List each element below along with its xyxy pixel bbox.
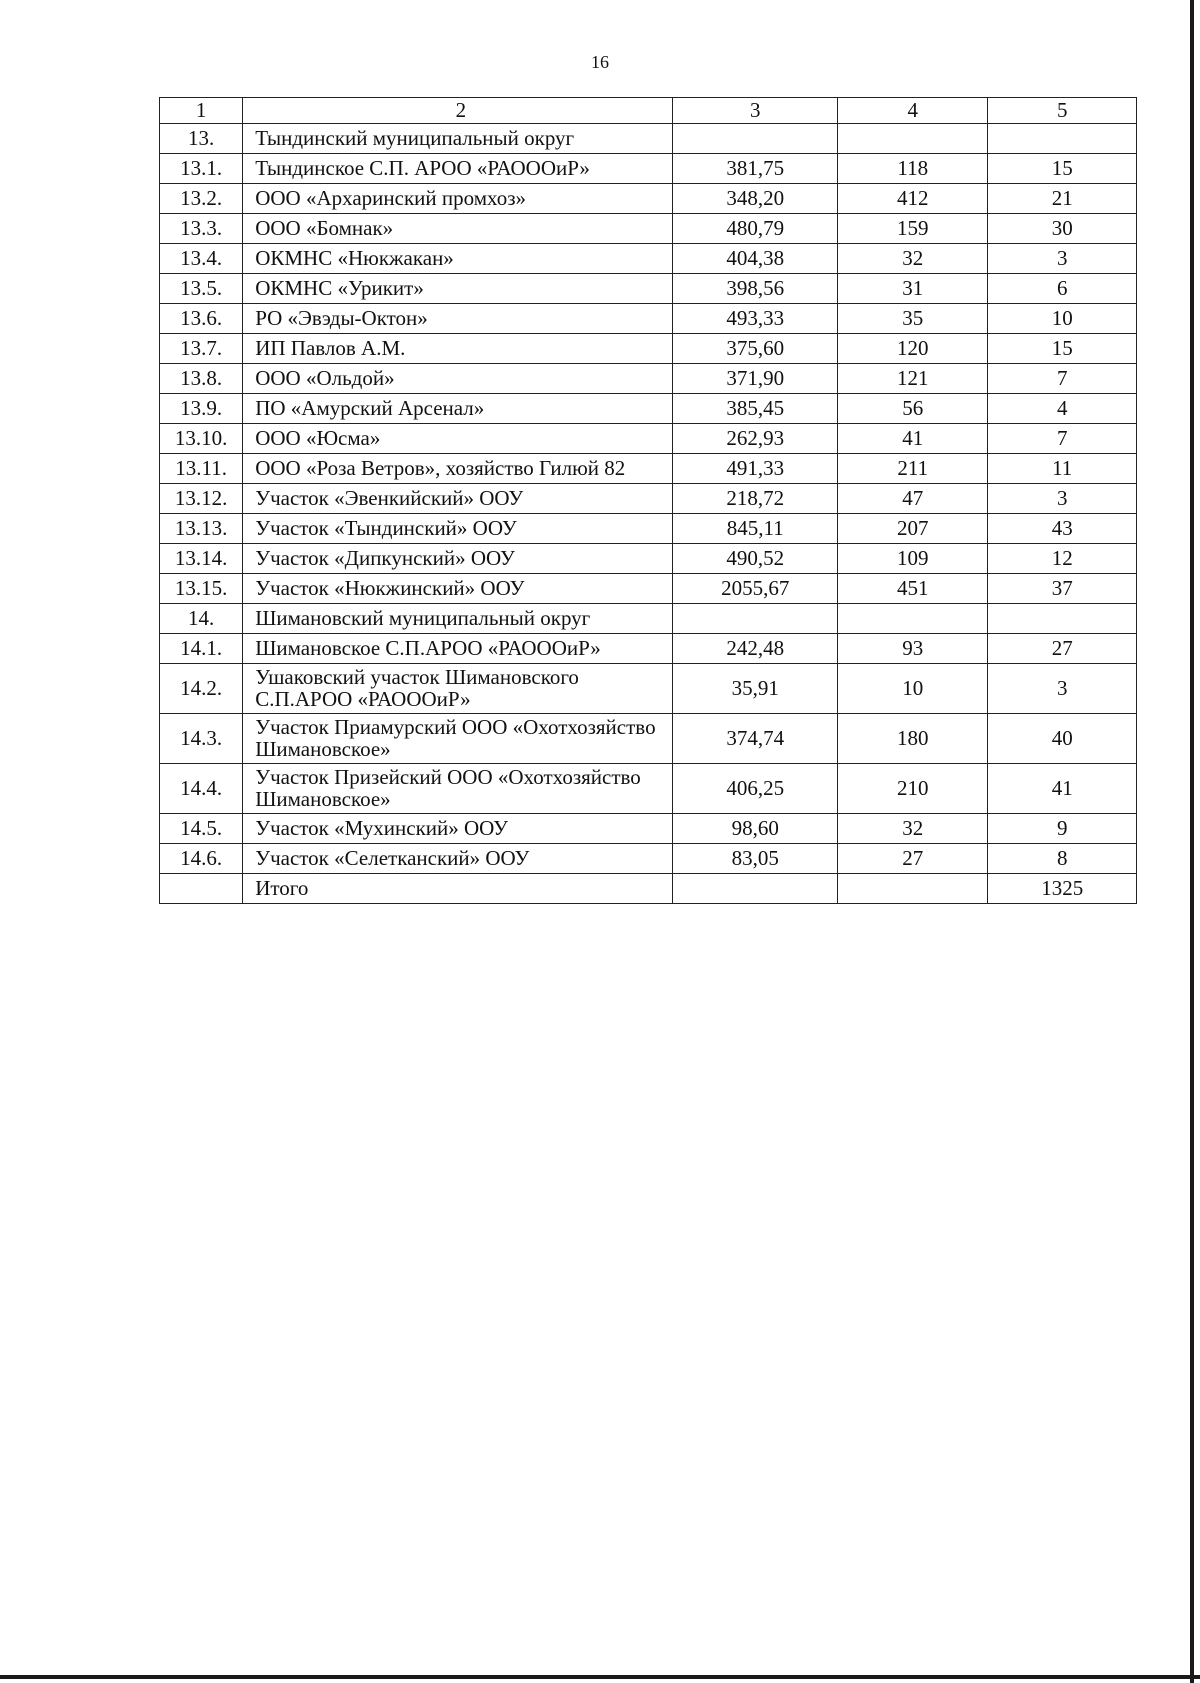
row-name-cell: ООО «Ольдой» — [243, 363, 673, 393]
row-name-cell: Участок «Нюкжинский» ООУ — [243, 573, 673, 603]
table-row — [160, 573, 1137, 603]
col4-value-cell: 32 — [838, 243, 988, 273]
scan-border-right — [1190, 0, 1194, 1683]
row-name-cell: Участок «Тындинский» ООУ — [243, 513, 673, 543]
col4-value-cell: 31 — [838, 273, 988, 303]
col5-value-cell: 3 — [988, 243, 1137, 273]
col5-value-cell: 7 — [988, 423, 1137, 453]
table-row — [160, 423, 1137, 453]
table-row — [160, 813, 1137, 843]
table-row — [160, 603, 1137, 633]
row-name-cell: Итого — [243, 873, 673, 903]
table-row — [160, 183, 1137, 213]
col3-value-cell: 490,52 — [673, 543, 838, 573]
table-row — [160, 843, 1137, 873]
col5-value-cell: 4 — [988, 393, 1137, 423]
row-number-cell: 13.11. — [160, 453, 243, 483]
row-name-cell: Участок «Селетканский» ООУ — [243, 843, 673, 873]
table-row — [160, 243, 1137, 273]
col5-value-cell: 21 — [988, 183, 1137, 213]
col4-value-cell: 56 — [838, 393, 988, 423]
header-cell: 1 — [160, 98, 243, 124]
col3-value-cell: 2055,67 — [673, 573, 838, 603]
row-number-cell: 13.5. — [160, 273, 243, 303]
col5-value-cell: 6 — [988, 273, 1137, 303]
col4-value-cell: 120 — [838, 333, 988, 363]
row-number-cell: 13.1. — [160, 153, 243, 183]
table-body — [160, 123, 1137, 903]
col5-value-cell: 37 — [988, 573, 1137, 603]
table-row — [160, 713, 1137, 763]
row-number-cell: 13.10. — [160, 423, 243, 453]
table-row — [160, 633, 1137, 663]
col3-value-cell: 262,93 — [673, 423, 838, 453]
row-number-cell: 13.4. — [160, 243, 243, 273]
header-cell: 2 — [243, 98, 673, 124]
col3-value-cell: 83,05 — [673, 843, 838, 873]
col3-value-cell: 406,25 — [673, 763, 838, 813]
header-cell: 5 — [988, 98, 1137, 124]
col4-value-cell: 412 — [838, 183, 988, 213]
row-number-cell: 13.9. — [160, 393, 243, 423]
col4-value-cell — [838, 123, 988, 153]
col4-value-cell: 41 — [838, 423, 988, 453]
col5-value-cell: 10 — [988, 303, 1137, 333]
col4-value-cell: 35 — [838, 303, 988, 333]
row-name-cell: Участок «Дипкунский» ООУ — [243, 543, 673, 573]
row-number-cell: 13. — [160, 123, 243, 153]
row-name-cell: Тындинское С.П. АРОО «РАОООиР» — [243, 153, 673, 183]
col5-value-cell: 1325 — [988, 873, 1137, 903]
row-number-cell: 14.5. — [160, 813, 243, 843]
row-number-cell: 13.3. — [160, 213, 243, 243]
row-name-cell: Участок «Эвенкийский» ООУ — [243, 483, 673, 513]
col5-value-cell: 7 — [988, 363, 1137, 393]
col4-value-cell: 47 — [838, 483, 988, 513]
col5-value-cell: 30 — [988, 213, 1137, 243]
col5-value-cell: 12 — [988, 543, 1137, 573]
col3-value-cell: 385,45 — [673, 393, 838, 423]
row-number-cell: 14. — [160, 603, 243, 633]
table-row — [160, 213, 1137, 243]
row-number-cell — [160, 873, 243, 903]
row-name-cell: Шимановский муниципальный округ — [243, 603, 673, 633]
table-row — [160, 153, 1137, 183]
col4-value-cell: 93 — [838, 633, 988, 663]
col3-value-cell: 371,90 — [673, 363, 838, 393]
col4-value-cell: 451 — [838, 573, 988, 603]
table-row — [160, 123, 1137, 153]
row-number-cell: 13.2. — [160, 183, 243, 213]
table-header-row — [160, 98, 1137, 124]
col5-value-cell — [988, 123, 1137, 153]
col5-value-cell: 40 — [988, 713, 1137, 763]
row-name-cell: ООО «Юсма» — [243, 423, 673, 453]
row-name-cell: Тындинский муниципальный округ — [243, 123, 673, 153]
row-name-cell: ИП Павлов А.М. — [243, 333, 673, 363]
col4-value-cell: 211 — [838, 453, 988, 483]
col3-value-cell: 242,48 — [673, 633, 838, 663]
col4-value-cell: 10 — [838, 663, 988, 713]
row-number-cell: 13.12. — [160, 483, 243, 513]
col3-value-cell: 404,38 — [673, 243, 838, 273]
col5-value-cell: 27 — [988, 633, 1137, 663]
row-number-cell: 13.14. — [160, 543, 243, 573]
row-name-cell: Шимановское С.П.АРОО «РАОООиР» — [243, 633, 673, 663]
col3-value-cell — [673, 123, 838, 153]
table-row — [160, 873, 1137, 903]
header-cell: 4 — [838, 98, 988, 124]
page-number: 16 — [591, 52, 609, 72]
col3-value-cell: 845,11 — [673, 513, 838, 543]
table-row — [160, 543, 1137, 573]
table-row — [160, 663, 1137, 713]
col5-value-cell: 3 — [988, 483, 1137, 513]
col3-value-cell — [673, 603, 838, 633]
row-number-cell: 13.7. — [160, 333, 243, 363]
row-number-cell: 14.1. — [160, 633, 243, 663]
data-table — [159, 97, 1137, 904]
col5-value-cell: 15 — [988, 153, 1137, 183]
row-number-cell: 14.6. — [160, 843, 243, 873]
col3-value-cell: 98,60 — [673, 813, 838, 843]
table-row — [160, 363, 1137, 393]
col3-value-cell: 381,75 — [673, 153, 838, 183]
table-row — [160, 393, 1137, 423]
col5-value-cell: 8 — [988, 843, 1137, 873]
col5-value-cell: 9 — [988, 813, 1137, 843]
row-name-cell: Участок Призейский ООО «Охотхозяйство Шимановское» — [243, 763, 673, 813]
col3-value-cell: 348,20 — [673, 183, 838, 213]
col4-value-cell — [838, 603, 988, 633]
col3-value-cell: 491,33 — [673, 453, 838, 483]
table-row — [160, 513, 1137, 543]
col4-value-cell: 27 — [838, 843, 988, 873]
col4-value-cell: 210 — [838, 763, 988, 813]
col5-value-cell: 43 — [988, 513, 1137, 543]
col4-value-cell — [838, 873, 988, 903]
row-name-cell: ООО «Архаринский промхоз» — [243, 183, 673, 213]
col3-value-cell: 218,72 — [673, 483, 838, 513]
header-cell: 3 — [673, 98, 838, 124]
col5-value-cell — [988, 603, 1137, 633]
row-number-cell: 14.4. — [160, 763, 243, 813]
row-number-cell: 13.13. — [160, 513, 243, 543]
col4-value-cell: 207 — [838, 513, 988, 543]
row-number-cell: 14.3. — [160, 713, 243, 763]
scan-border-bottom — [0, 1675, 1200, 1679]
col4-value-cell: 121 — [838, 363, 988, 393]
row-name-cell: ОКМНС «Нюкжакан» — [243, 243, 673, 273]
table-row — [160, 763, 1137, 813]
row-name-cell: ПО «Амурский Арсенал» — [243, 393, 673, 423]
row-number-cell: 13.6. — [160, 303, 243, 333]
col3-value-cell: 375,60 — [673, 333, 838, 363]
row-name-cell: РО «Эвэды-Октон» — [243, 303, 673, 333]
col3-value-cell: 493,33 — [673, 303, 838, 333]
row-name-cell: Участок «Мухинский» ООУ — [243, 813, 673, 843]
row-name-cell: ООО «Роза Ветров», хозяйство Гилюй 82 — [243, 453, 673, 483]
col4-value-cell: 159 — [838, 213, 988, 243]
col5-value-cell: 15 — [988, 333, 1137, 363]
col3-value-cell: 480,79 — [673, 213, 838, 243]
row-name-cell: ООО «Бомнак» — [243, 213, 673, 243]
row-number-cell: 13.8. — [160, 363, 243, 393]
col4-value-cell: 32 — [838, 813, 988, 843]
table-row — [160, 303, 1137, 333]
row-name-cell: Ушаковский участок Шимановского С.П.АРОО «РАОООиР» — [243, 663, 673, 713]
table-row — [160, 483, 1137, 513]
row-number-cell: 14.2. — [160, 663, 243, 713]
table-row — [160, 333, 1137, 363]
col5-value-cell: 41 — [988, 763, 1137, 813]
col4-value-cell: 180 — [838, 713, 988, 763]
col5-value-cell: 11 — [988, 453, 1137, 483]
col3-value-cell: 374,74 — [673, 713, 838, 763]
col3-value-cell — [673, 873, 838, 903]
col3-value-cell: 398,56 — [673, 273, 838, 303]
col3-value-cell: 35,91 — [673, 663, 838, 713]
table-row — [160, 273, 1137, 303]
col4-value-cell: 118 — [838, 153, 988, 183]
table-row — [160, 453, 1137, 483]
col5-value-cell: 3 — [988, 663, 1137, 713]
row-name-cell: Участок Приамурский ООО «Охотхозяйство Шимановское» — [243, 713, 673, 763]
row-name-cell: ОКМНС «Урикит» — [243, 273, 673, 303]
row-number-cell: 13.15. — [160, 573, 243, 603]
col4-value-cell: 109 — [838, 543, 988, 573]
